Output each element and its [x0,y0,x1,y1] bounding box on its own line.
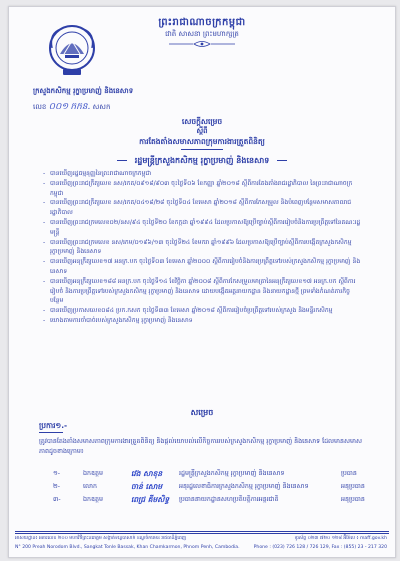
member-role: ប្រធាន [341,470,357,477]
ministry-name: ក្រសួងកសិកម្ម រុក្ខាប្រមាញ់ និងនេសាទ [33,87,134,95]
member-name: ចាន់ សោម [131,482,163,491]
about-label: ស្ដីពី [196,127,208,135]
title-divider [181,149,223,150]
ref-tail: សសក [92,103,111,111]
ref-label: លេខ [33,103,47,111]
member-number: ៣- [53,496,61,503]
decide-heading: សម្រេច [190,408,214,417]
preamble-clause: - បានឃើញប្រកាសលេខ០៨៤ ប្រក.កសក ចុះថ្ងៃទី៣៣ ខែមេសា ឆ្នាំ២០១៨ ស្ដីពីការរៀបចំប្រព្រឹត្តទៅរបស់ក្រសួង និងមន្ទីរកសិកម្ម [43,306,361,316]
article-text: ត្រូវបានតែងតាំងសមាសភាពក្រុមការងារត្រួតពិនិត្យ និងផ្ដល់យោបល់លើកិច្ចការរបស់ក្រសួងកសិកម្ម រុក្ខាប្រមាញ់ និងនេសាទ ដែលមានសមាសភាពដូចខាងក្រោម៖ [39,438,363,455]
preamble-clause: - បានឃើញអនុក្រឹត្យលេខ១៨៨ អនក្រ.បក ចុះថ្ងៃទី១៤ ខែវិច្ឆិកា ឆ្នាំ២០០៨ ស្ដីពីការកែសម្រួលមាត្រានៃអនុក្រឹត្យលេខ១៧ អនក្រ.បក ស្ដីពីការរៀបចំ និងការប្រព្រឹត្តទៅរបស់ក្រសួងកសិកម្ម រុក្ខាប្រមាញ់ និងនេសាទ ដោយបង្កើតអគ្គនាយកដ្ឋាន និងនាយកដ្ឋានថ្មី ព្រមទាំងកំណត់ភារកិច្ចបន្ថែម [43,277,361,306]
member-title: លោក [83,483,97,490]
member-row [43,493,373,506]
authority-mark-left [117,160,127,161]
issuing-authority [9,155,395,167]
preamble-clause: - បានឃើញព្រះរាជក្រឹត្យលេខ នស/រកត/០៤១៨/២៨ ចុះថ្ងៃទី០៤ ខែមេសា ឆ្នាំ២០១៨ ស្ដីពីការកែសម្រួល និងបំពេញបន្ថែមសមាសភាពរាជរដ្ឋាភិបាល [43,198,361,218]
ref-number: ០០១ [48,102,69,112]
member-position: អនុរដ្ឋលេខាធិការក្រសួងកសិកម្ម រុក្ខាប្រមាញ់ និងនេសាទ [179,483,309,490]
member-row [43,480,373,493]
decision-title: សេចក្ដីសម្រេច [181,117,223,126]
national-motto: ជាតិ សាសនា ព្រះមហាក្សត្រ [165,30,239,38]
member-name: វេង សាខុន [131,469,163,478]
footer-address-en: N° 200 Preah Norodom Blvd., Sangkat Tonle Bassak, Khan Chamkarmon, Phnom Penh, Cambodia. [15,545,240,550]
member-position: ប្រធាននាយកដ្ឋានសហប្រតិបត្តិការអន្តរជាតិ [179,496,279,503]
ref-suffix: កកន. [70,102,91,112]
footer-contact-kh: ទូរស័ព្ទ ០២៣ ៧២០ ១២៨ អ៊ីម៉ែល ៖ maff.gov.kh [294,536,387,541]
member-number: ១- [53,470,61,477]
document-page [8,6,396,558]
preamble-clause: - បានឃើញព្រះរាជក្រឹត្យលេខ នស/រកត/០៩១៨/៩០៣ ចុះថ្ងៃទី០៦ ខែកញ្ញា ឆ្នាំ២០១៨ ស្ដីពីការតែងតាំងរាជរដ្ឋាភិបាល នៃព្រះរាជាណាចក្រកម្ពុជា [43,179,361,199]
member-title: ឯកឧត្តម [83,470,103,477]
preamble-clauses [43,169,361,326]
authority-mark-right [277,160,287,161]
member-row [43,467,373,480]
member-role: អនុប្រធាន [341,483,365,490]
preamble-clause: - បានឃើញព្រះរាជក្រមលេខ នស/រកម/០១៩៦/១៣ ចុះថ្ងៃទី២៤ ខែមករា ឆ្នាំ១៩៩៦ ដែលប្រកាសឱ្យប្រើច្បាប់ស្ដីពីការបង្កើតក្រសួងកសិកម្ម រុក្ខាប្រមាញ់ និងនេសាទ [43,238,361,258]
decision-subject: ការតែងតាំងសមាសភាពក្រុមការងារត្រួតពិនិត្យ [139,137,265,146]
preamble-clause: - បានឃើញព្រះរាជក្រមលេខ០២/នស/៩៤ ចុះថ្ងៃទី២០ ខែកក្កដា ឆ្នាំ១៩៩៤ ដែលប្រកាសឱ្យប្រើច្បាប់ស្ដីពីការរៀបចំនិងការប្រព្រឹត្តទៅនៃគណៈរដ្ឋមន្ត្រី [43,218,361,238]
preamble-clause: - បានឃើញអនុក្រឹត្យលេខ១៧ អនក្រ.បក ចុះថ្ងៃទី០៣ ខែមេសា ឆ្នាំ២០០០ ស្ដីពីការរៀបចំនិងការប្រព្រឹត្តទៅរបស់ក្រសួងកសិកម្ម រុក្ខាប្រមាញ់ និងនេសាទ [43,257,361,277]
heading-ornament [167,40,237,48]
footer-contact-en: Phone : (023) 726 128 / 726 129, Fax : (855) 23 - 217 320 [253,545,387,550]
member-role: អនុប្រធាន [341,496,365,503]
article-underline [39,432,63,433]
article-label: ប្រការ១.- [39,421,68,430]
authority-text: រដ្ឋមន្ត្រីក្រសួងកសិកម្ម រុក្ខាប្រមាញ់ និងនេសាទ [134,156,270,165]
preamble-clause: - បានឃើញរដ្ឋធម្មនុញ្ញនៃព្រះរាជាណាចក្រកម្ពុជា [43,169,361,179]
kingdom-heading: ព្រះរាជាណាចក្រកម្ពុជា [158,17,246,28]
member-name: ពេជ្រ គីមសិទ្ធ [131,495,170,504]
members-list [43,467,373,506]
preamble-clause: - យោងតាមការចាំបាច់របស់ក្រសួងកសិកម្ម រុក្ខាប្រមាញ់ និងនេសាទ [43,316,361,326]
member-position: រដ្ឋមន្ត្រីក្រសួងកសិកម្ម រុក្ខាប្រមាញ់ និងនេសាទ [179,470,285,477]
footer-rule-thin [15,533,389,534]
member-title: ឯកឧត្តម [83,496,103,503]
member-number: ២- [53,483,61,490]
footer-rule [15,531,389,532]
footer-address-kh: អាសយដ្ឋាន៖ អគារលេខ ២០០ មហាវិថីព្រះនរោត្តម សង្កាត់ទន្លេបាសាក់ ខណ្ឌចំការមន រាជធានីភ្នំពេញ [15,536,187,541]
reference-number [33,101,110,114]
